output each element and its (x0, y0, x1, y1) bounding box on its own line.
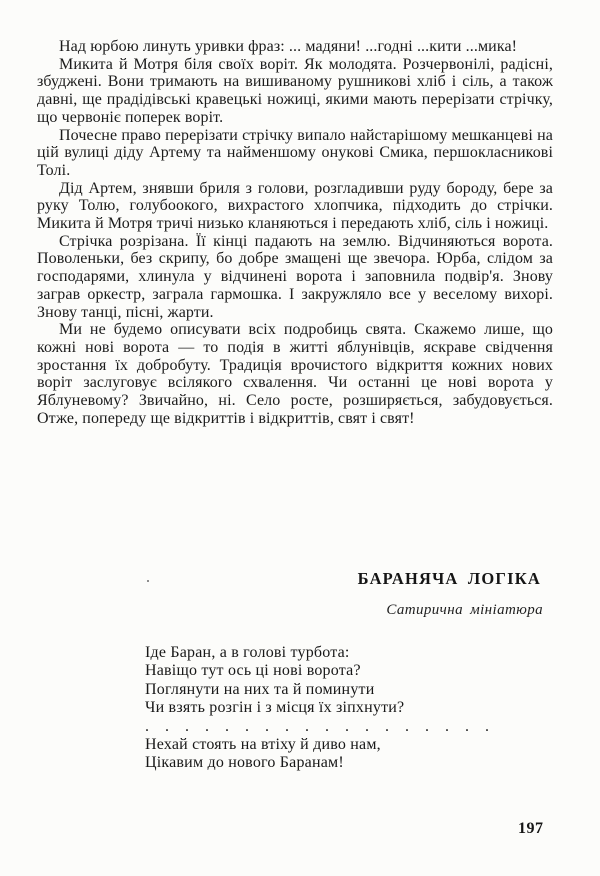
paragraph: Дід Артем, знявши бриля з голови, розгладивши руду бороду, бере за руку Толю, голубоокого, вихрастого хлопчика, підходить до стрічки. Микита й Мотря тричі низько кланяються і передають хліб, сіль і ножиці. (37, 179, 553, 233)
poem-line: Навіщо тут ось ці нові ворота? (145, 662, 361, 680)
section-subtitle: Сатирична мініатюра (386, 602, 543, 618)
page-number: 197 (518, 820, 544, 837)
paragraph: Микита й Мотря біля своїх воріт. Як молодята. Розчервонілі, радісні, збуджені. Вони тримають на вишиваному рушникові хліб і сіль, а також давні, ще прадідівські кравецькі ножиці, якими мають перерізати стрічку, що червоніє поперек воріт. (37, 55, 553, 126)
paragraph: Стрічка розрізана. Її кінці падають на землю. Відчиняються ворота. Поволеньки, без скрипу, бо добре змащені ще звечора. Юрба, слідом за господарями, хлинула у відчинені ворота і заповнила подвір'я. Знову заграв оркестр, заграла гармошка. І закружляло все у веселому вихорі. Знову танці, пісні, жарти. (37, 232, 553, 321)
poem-line: Іде Баран, а в голові турбота: (145, 644, 350, 661)
poem-line: Чи взять розгін і з місця їх зіпхнути? (145, 699, 405, 717)
body-text (37, 38, 553, 427)
section-title: БАРАНЯЧА ЛОГІКА (357, 569, 541, 588)
paragraph: Ми не будемо описувати всіх подробиць свята. Скажемо лише, що кожні нові ворота — то подія в житті яблунівців, яскраве свідчення зростання їх добробуту. Традиція врочистого відкриття кожних нових воріт заслуговує всілякого схвалення. Чи останні це нові ворота у Яблуневому? Звичайно, ні. Село росте, розширяється, забудовується. Отже, попереду ще відкриттів і відкриттів, свят і свят! (37, 321, 553, 427)
poem-line: Нехай стоять на втіху й диво нам, (145, 736, 381, 754)
poem-line: Поглянути на них та й поминути (145, 680, 375, 698)
paragraph: Почесне право перерізати стрічку випало найстарішому мешканцеві на цій вулиці діду Артему та найменшому онукові Смика, першокласникові Толі. (37, 126, 553, 179)
poem-line: Цікавим до нового Баранам! (145, 754, 344, 772)
poem (145, 644, 490, 773)
poem-ellipsis-separator: . . . . . . . . . . . . . . . . . . (145, 717, 490, 735)
paragraph: Над юрбою линуть уривки фраз: ... мадяни! ...годні ...кити ...мика! (59, 38, 518, 55)
